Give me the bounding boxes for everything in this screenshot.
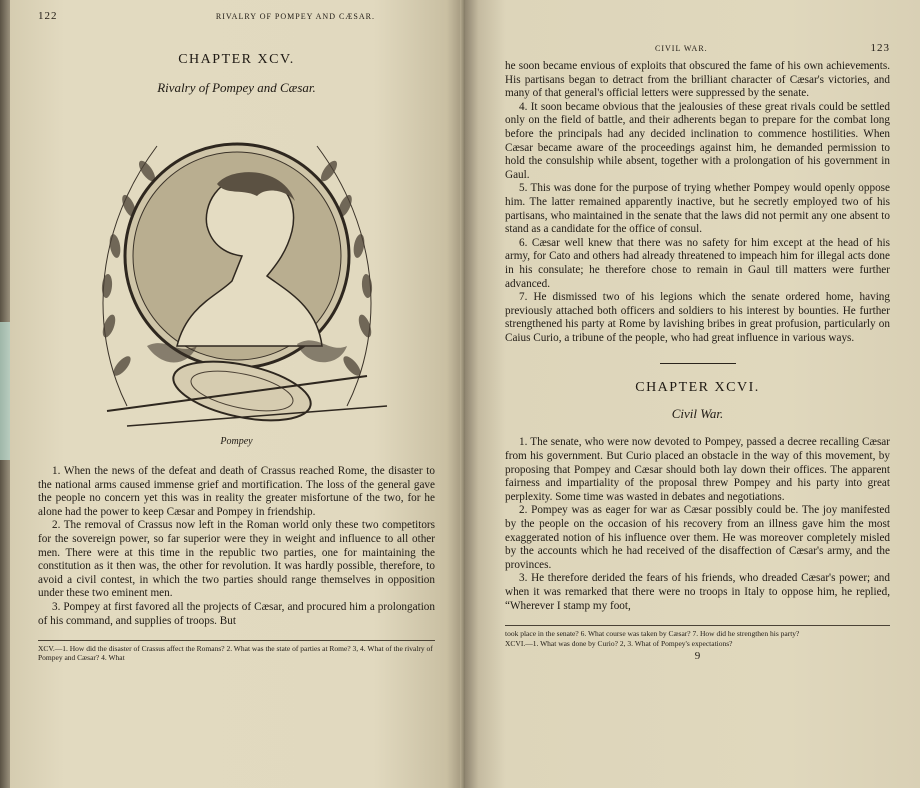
right-footnote-2: XCVI.—1. What was done by Curio? 2, 3. What of Pompey's expectations? [505,639,733,649]
portrait-caption: Pompey [220,436,253,447]
left-page-number: 122 [38,10,58,22]
chapter-divider [660,363,736,364]
right-running-head [505,42,890,54]
right-paragraph-4: 4. It soon became obvious that the jealousies of these great rivals could be settled only on the field of battle, and their adherents began to prepare for the combat long before the principals had any decided inclination to commence hostilities. When Cæsar became aware of the proceedings against him, he demanded permission to hold the consulship while absent, together with a prolongation of his government in Gaul. [505,100,890,181]
right-page [465,0,920,788]
pompey-portrait-engraving [67,106,407,436]
portrait-illustration [67,106,407,436]
left-footnote: XCV.—1. How did the disaster of Crassus affect the Romans? 2. What was the state of parties at Rome? 3, 4. What of the rivalry of Pompey and Cæsar? 4. What [38,640,435,662]
chapter-xcv-title: CHAPTER XCV. [178,52,295,67]
left-paragraph-1: 1. When the news of the defeat and death of Crassus reached Rome, the disaster to the national arms caused immense grief and mortification. The loss of the general gave the people no concern yet this was in reality the greater misfortune of the two, for he alone had the power to keep Cæsar and Pompey in friendship. [38,465,435,518]
left-paragraph-2: 2. The removal of Crassus now left in the Roman world only these two competitors for the sovereign power, so far superior were they in weight and influence to all other men. There were at this time in the republic two parties, one for maintaining the constitution as it then was, the other for revolution. It was hardly possible, therefore, to avoid a civil contest, in which the two parties should range themselves in opposition under these two eminent men. [38,519,435,600]
right-running-title: CIVIL WAR. [655,44,708,53]
right-paragraph-6: 6. Cæsar well knew that there was no safety for him except at the head of his army, for Cato and others had already threatened to impeach him for illegal acts done in his consulate; he therefore chose to remain in Gaul till matters were further advanced. [505,236,890,290]
left-running-head [38,10,435,22]
civil-war-paragraph-2: 2. Pompey was as eager for war as Cæsar possibly could be. The joy manifested by the people on the occasion of his recovery from an illness gave him the most exaggerated notion of his influence over them. He was moreover completely misled by the accounts which he had received of the disaffection of Cæsar's army, and the provinces. [505,504,890,571]
chapter-xcv-subtitle: Rivalry of Pompey and Cæsar. [157,80,316,95]
right-footnote-1: took place in the senate? 6. What course was taken by Cæsar? 7. How did he strengthen his party? [505,625,890,638]
chapter-xcvi-title: CHAPTER XCVI. [635,380,760,396]
left-paragraph-3: 3. Pompey at first favored all the projects of Cæsar, and procured him a prolongation of his command, and supplies of troops. But [38,600,435,627]
left-page [10,0,465,788]
right-paragraph-5: 5. This was done for the purpose of trying whether Pompey would openly oppose him. The latter remained apparently inactive, but he secretly employed two of his partisans, who maintained in the senate that the laws did not permit any one absent to stand as a candidate for the office of consul. [505,182,890,236]
right-paragraph-7: 7. He dismissed two of his legions which the senate ordered home, having previously attached both officers and soldiers to his interest by bounties. He further strengthened his party at Rome by lavishing bribes in great profusion, particularly on Caius Curio, a tribune of the people, who had great influence in various ways. [505,291,890,344]
left-running-title: RIVALRY OF POMPEY AND CÆSAR. [215,12,375,21]
chapter-xcvi-subtitle: Civil War. [671,406,724,422]
civil-war-paragraph-1: 1. The senate, who were now devoted to Pompey, passed a decree recalling Cæsar from his government. But Curio placed an obstacle in the way of this movement, by proposing that Pompey and Cæsar should both lay down their offices. The apparent fairness and impartiality of the proposal threw Pompey and his party into great perplexity. Some time was wasted in debates and negotiations. [505,436,890,503]
civil-war-paragraph-3: 3. He therefore derided the fears of his friends, who dreaded Cæsar's power; and when it was remarked that there were no troops in Italy to oppose him, he replied, “Wherever I stamp my foot, [505,572,890,612]
right-page-number: 123 [870,42,890,54]
signature-mark: 9 [694,650,701,663]
right-paragraph-continued: he soon became envious of exploits that obscured the fame of his own achievements. His partisans began to detract from the brilliant character of Cæsar's victories, and many of that general's official letters were suppressed by the senate. [505,60,890,100]
